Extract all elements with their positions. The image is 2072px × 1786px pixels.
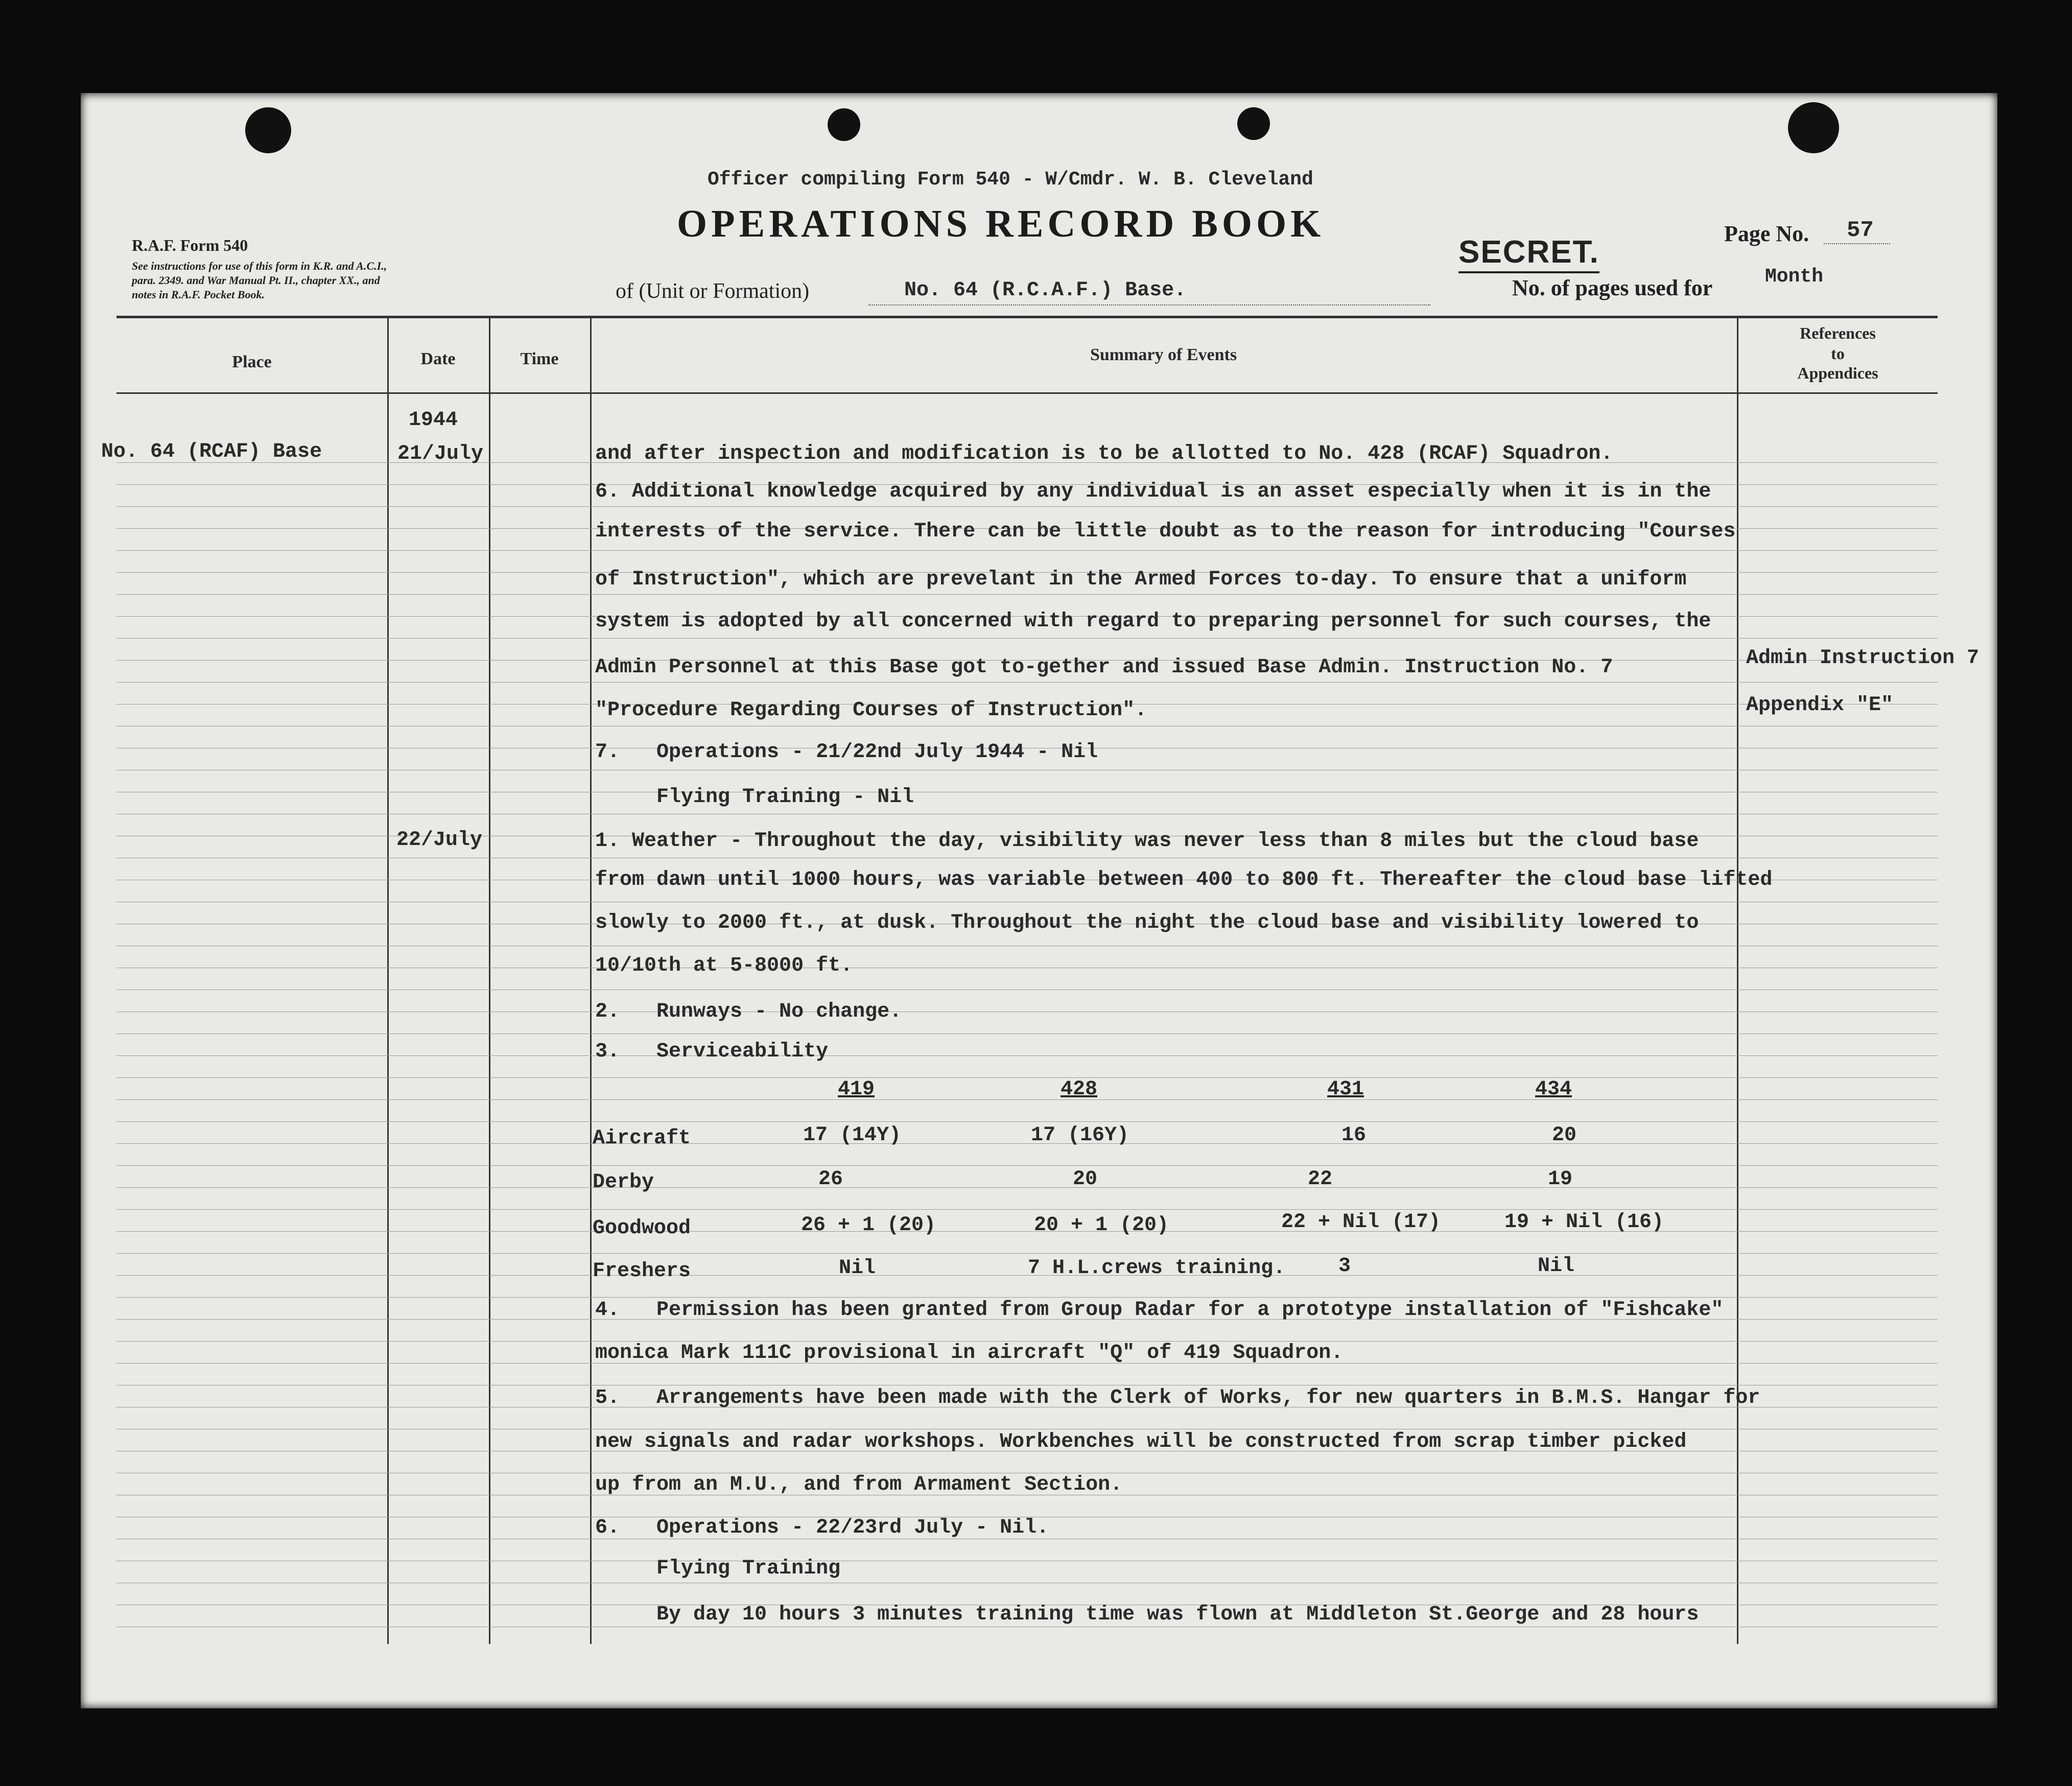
summary-line: 2. Runways - No change.	[595, 1000, 902, 1023]
col-header-place: Place	[232, 353, 272, 371]
page-number-value: 57	[1847, 218, 1874, 243]
col-header-refs-3: Appendices	[1797, 364, 1878, 382]
ruled-line	[116, 1275, 1938, 1276]
squadron-header: 428	[1061, 1078, 1098, 1101]
ruled-line	[116, 1297, 1938, 1298]
serviceability-value: 22 + Nil (17)	[1281, 1211, 1441, 1234]
ruled-line	[116, 1099, 1938, 1100]
summary-line: Flying Training	[595, 1557, 841, 1580]
ruled-line	[116, 1033, 1938, 1034]
ruled-line	[116, 506, 1938, 507]
header-bottom-rule	[116, 392, 1938, 394]
pages-used-value: Month	[1765, 266, 1824, 288]
summary-line: slowly to 2000 ft., at dusk. Throughout the night the cloud base and visibility lowered to	[595, 911, 1699, 934]
summary-line: 4. Permission has been granted from Group Radar for a prototype installation of "Fishcake"	[595, 1299, 1724, 1322]
secret-stamp: SECRET.	[1458, 234, 1599, 273]
summary-line: Admin Personnel at this Base got to-gether and issued Base Admin. Instruction No. 7	[595, 656, 1613, 679]
punch-hole-3	[1237, 107, 1270, 140]
reference-appendix: Appendix "E"	[1746, 694, 1894, 717]
ruled-line	[116, 1121, 1938, 1122]
place-entry: No. 64 (RCAF) Base	[101, 440, 322, 463]
col-header-refs-1: References	[1800, 324, 1876, 342]
summary-line: new signals and radar workshops. Workbenches will be constructed from scrap timber picked	[595, 1430, 1687, 1453]
ruled-line	[116, 1077, 1938, 1078]
serviceability-value: 17 (14Y)	[803, 1124, 902, 1147]
ruled-line	[116, 1055, 1938, 1056]
compiler-line: Officer compiling Form 540 - W/Cmdr. W. B. Cleveland	[708, 169, 1313, 191]
table-top-rule	[116, 316, 1938, 318]
serviceability-value: 19	[1548, 1168, 1573, 1191]
date-22-july: 22/July	[396, 829, 483, 852]
summary-line: from dawn until 1000 hours, was variable between 400 to 800 ft. Thereafter the cloud base lifted	[595, 868, 1773, 891]
serviceability-row-label: Freshers	[593, 1260, 691, 1283]
col-header-time: Time	[520, 349, 559, 368]
serviceability-value: 20	[1552, 1124, 1577, 1147]
punch-hole-1	[245, 107, 291, 153]
col-divider-time	[590, 316, 592, 1644]
ruled-line	[116, 1231, 1938, 1232]
serviceability-row-label: Derby	[593, 1171, 654, 1194]
col-divider-place	[387, 316, 389, 1644]
col-header-summary: Summary of Events	[1090, 345, 1237, 364]
summary-line: monica Mark 111C provisional in aircraft "Q" of 419 Squadron.	[595, 1342, 1344, 1365]
form-instructions-2: para. 2349. and War Manual Pt. II., chapter XX., and	[132, 274, 380, 287]
summary-line: By day 10 hours 3 minutes training time was flown at Middleton St.George and 28 hours	[595, 1603, 1699, 1626]
unit-value: No. 64 (R.C.A.F.) Base.	[904, 279, 1187, 302]
summary-line: 5. Arrangements have been made with the Clerk of Works, for new quarters in B.M.S. Hangar for	[595, 1387, 1760, 1409]
col-header-date: Date	[420, 349, 456, 368]
ruled-line	[116, 1165, 1938, 1166]
pages-used-label: No. of pages used for	[1512, 275, 1713, 300]
serviceability-value: 19 + Nil (16)	[1504, 1211, 1664, 1234]
squadron-header: 434	[1535, 1078, 1572, 1101]
summary-line: 7. Operations - 21/22nd July 1944 - Nil	[595, 741, 1098, 764]
ruled-line	[116, 1187, 1938, 1188]
unit-underline	[868, 304, 1430, 306]
date-21-july: 21/July	[397, 442, 484, 465]
ruled-line	[116, 1143, 1938, 1144]
serviceability-value: 20	[1073, 1168, 1098, 1191]
serviceability-value: 17 (16Y)	[1031, 1124, 1129, 1147]
ruled-line	[116, 1253, 1938, 1254]
serviceability-value: 20 + 1 (20)	[1034, 1214, 1169, 1237]
page-number-underline	[1824, 243, 1890, 244]
serviceability-row-label: Aircraft	[593, 1127, 691, 1150]
serviceability-value: 16	[1341, 1124, 1367, 1147]
page-number-label: Page No.	[1724, 221, 1809, 246]
unit-label: of (Unit or Formation)	[616, 279, 810, 303]
col-header-refs-2: to	[1831, 344, 1845, 363]
form-instructions-1: See instructions for use of this form in K.R. and A.C.I.,	[132, 260, 387, 272]
page-title: OPERATIONS RECORD BOOK	[677, 202, 1325, 245]
col-divider-date	[489, 316, 490, 1644]
squadron-header: 419	[838, 1078, 875, 1101]
form-sheet	[81, 93, 1997, 1708]
summary-line: up from an M.U., and from Armament Section.	[595, 1473, 1123, 1496]
ruled-line	[116, 682, 1938, 683]
summary-line: of Instruction", which are prevelant in the Armed Forces to-day. To ensure that a uniform	[595, 568, 1687, 591]
col-divider-summary	[1737, 316, 1738, 1644]
serviceability-value: 3	[1338, 1255, 1351, 1278]
ruled-line	[116, 638, 1938, 639]
squadron-header: 431	[1327, 1078, 1364, 1101]
serviceability-value: 26	[818, 1168, 843, 1191]
summary-line: interests of the service. There can be little doubt as to the reason for introducing "Courses	[595, 520, 1736, 543]
summary-line: 3. Serviceability	[595, 1040, 829, 1063]
punch-hole-2	[828, 108, 860, 141]
summary-line: 6. Operations - 22/23rd July - Nil.	[595, 1516, 1049, 1539]
serviceability-value: 7 H.L.crews training.	[1028, 1257, 1286, 1280]
summary-line: and after inspection and modification is to be allotted to No. 428 (RCAF) Squadron.	[595, 442, 1613, 465]
summary-line: 1. Weather - Throughout the day, visibility was never less than 8 miles but the cloud base	[595, 830, 1699, 853]
summary-line: 6. Additional knowledge acquired by any individual is an asset especially when it is in the	[595, 480, 1711, 503]
summary-line: Flying Training - Nil	[595, 786, 914, 809]
ruled-line	[116, 594, 1938, 595]
serviceability-row-label: Goodwood	[593, 1217, 691, 1240]
serviceability-value: Nil	[1538, 1255, 1575, 1278]
form-instructions-3: notes in R.A.F. Pocket Book.	[132, 288, 265, 301]
serviceability-value: 22	[1308, 1168, 1333, 1191]
summary-line: system is adopted by all concerned with regard to preparing personnel for such courses, the	[595, 610, 1711, 633]
form-number: R.A.F. Form 540	[132, 236, 248, 254]
serviceability-value: Nil	[839, 1257, 876, 1280]
reference-admin-instruction: Admin Instruction 7	[1746, 647, 1980, 670]
punch-hole-4	[1788, 102, 1839, 153]
ruled-line	[116, 1209, 1938, 1210]
summary-line: 10/10th at 5-8000 ft.	[595, 954, 853, 977]
serviceability-value: 26 + 1 (20)	[801, 1214, 936, 1237]
summary-line: "Procedure Regarding Courses of Instruction".	[595, 699, 1147, 722]
date-year: 1944	[409, 409, 458, 432]
ruled-line	[116, 550, 1938, 551]
